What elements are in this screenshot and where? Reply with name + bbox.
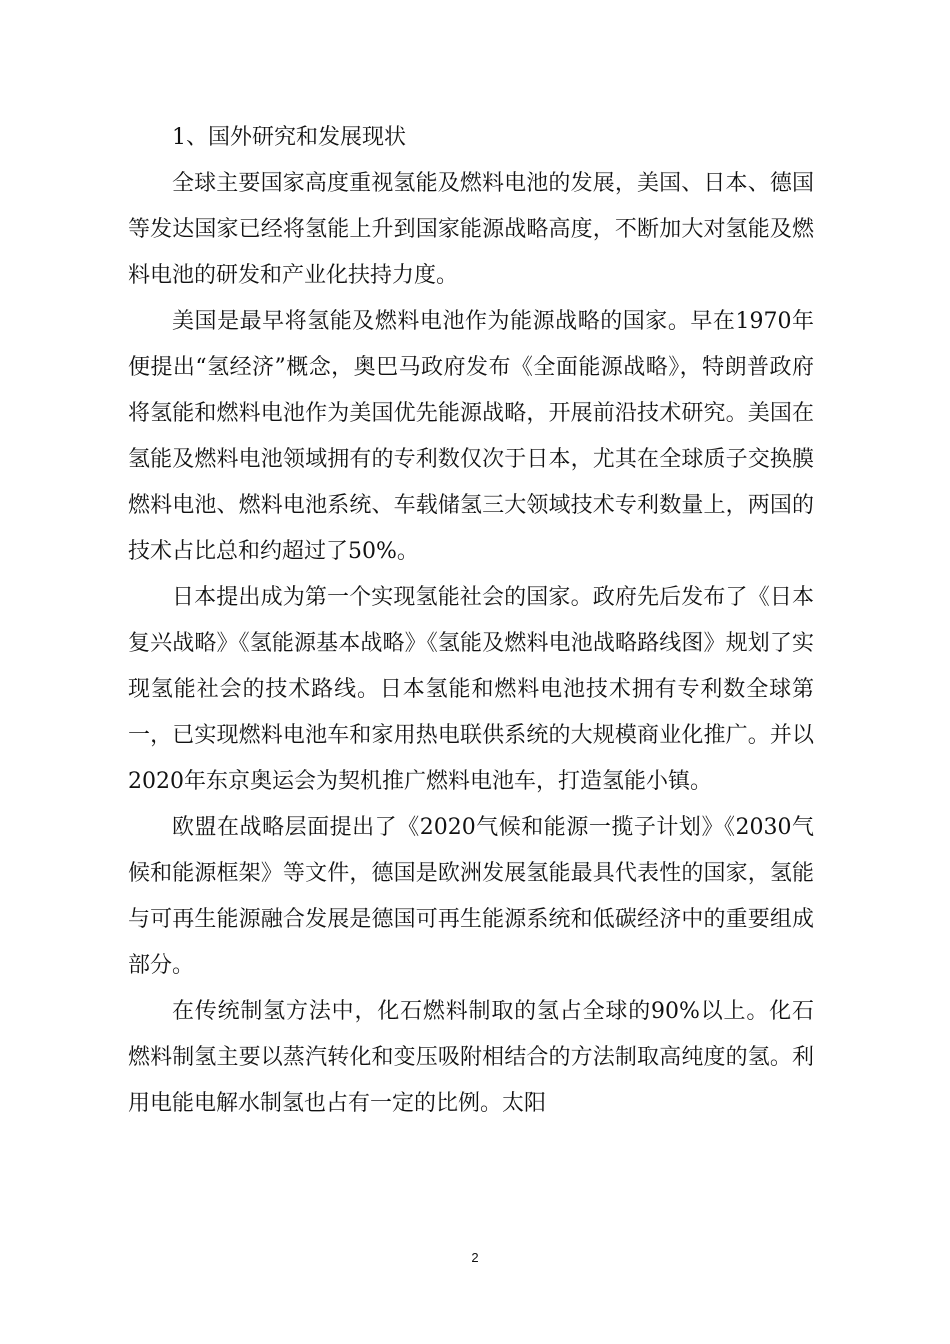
paragraph-usa: 美国是最早将氢能及燃料电池作为能源战略的国家。早在1970年便提出“氢经济”概念，奥巴马政府发布《全面能源战略》，特朗普政府将氢能和燃料电池作为美国优先能源战略，开展前沿技术研究。美国在氢能及燃料电池领域拥有的专利数仅次于日本，尤其在全球质子交换膜燃料电池、燃料电池系统、车载储氢三大领域技术专利数量上，两国的技术占比总和约超过了50%。	[128, 309, 814, 564]
page-number: 2	[471, 1250, 479, 1265]
paragraph-hydrogen-production: 在传统制氢方法中，化石燃料制取的氢占全球的90%以上。化石燃料制氢主要以蒸汽转化和变压吸附相结合的方法制取高纯度的氢。利用电能电解水制氢也占有一定的比例。太阳	[128, 999, 814, 1116]
section-heading: 1、国外研究和发展现状	[172, 125, 406, 150]
document-body	[128, 115, 814, 1127]
paragraph-overview: 全球主要国家高度重视氢能及燃料电池的发展，美国、日本、德国等发达国家已经将氢能上升到国家能源战略高度，不断加大对氢能及燃料电池的研发和产业化扶持力度。	[128, 171, 814, 288]
paragraph-japan: 日本提出成为第一个实现氢能社会的国家。政府先后发布了《日本复兴战略》《氢能源基本战略》《氢能及燃料电池战略路线图》规划了实现氢能社会的技术路线。日本氢能和燃料电池技术拥有专利数全球第一，已实现燃料电池车和家用热电联供系统的大规模商业化推广。并以2020年东京奥运会为契机推广燃料电池车，打造氢能小镇。	[128, 585, 814, 794]
paragraph-eu-germany: 欧盟在战略层面提出了《2020气候和能源一揽子计划》《2030气候和能源框架》等文件，德国是欧洲发展氢能最具代表性的国家，氢能与可再生能源融合发展是德国可再生能源系统和低碳经济中的重要组成部分。	[128, 815, 814, 978]
